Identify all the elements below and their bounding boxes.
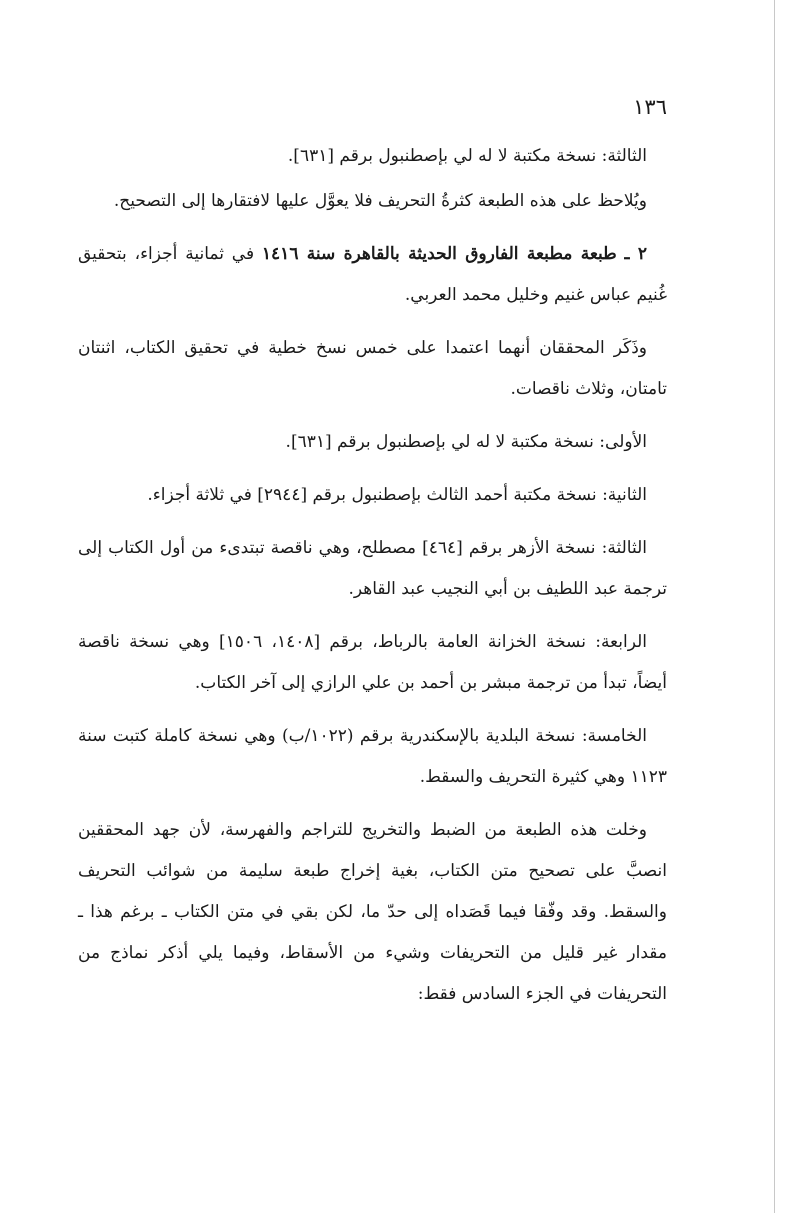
paragraph-second-copy: الثانية: نسخة مكتبة أحمد الثالث بإصطنبول برقم [٢٩٤٤] في ثلاثة أجزاء. bbox=[147, 485, 647, 505]
page-edge-divider bbox=[774, 0, 775, 1213]
page-number: ١٣٦ bbox=[633, 95, 667, 119]
paragraph-third-copy-1: الثالثة: نسخة مكتبة لا له لي بإصطنبول برقم [٦٣١]. bbox=[287, 146, 647, 166]
paragraph-edition-note: ويُلاحظ على هذه الطبعة كثرةُ التحريف فلا يعوَّل عليها لافتقارها إلى التصحيح. bbox=[113, 191, 647, 211]
edition-details: في ثمانية أجزاء، بتحقيق غُنيم عباس غنيم وخليل محمد العربي. bbox=[78, 244, 667, 305]
paragraph-fifth-copy: الخامسة: نسخة البلدية بالإسكندرية برقم (١٠٢٢/ب) وهي نسخة كاملة كتبت سنة ١١٢٣ وهي كثيرة التحريف والسقط. bbox=[78, 726, 667, 787]
page-body bbox=[78, 136, 667, 1015]
edition-number: ٢ ـ bbox=[624, 244, 648, 264]
paragraph-first-copy: الأولى: نسخة مكتبة لا له لي بإصطنبول برقم [٦٣١]. bbox=[285, 432, 647, 452]
paragraph-edition-assessment: وخلت هذه الطبعة من الضبط والتخريج للتراجم والفهرسة، لأن جهد المحققين انصبَّ على تصحيح متن الكتاب، بغية إخراج طبعة سليمة من شوائب التحريف والسقط. وقد وفّقا فيما قَصَداه إلى حدّ ما، لكن بقي في متن الكتاب ـ برغم هذا ـ مقدار غير قليل من التحريفات وشيء من الأسقاط، وفيما يلي أذكر نماذج من التحريفات في الجزء السادس فقط: bbox=[78, 820, 667, 1004]
paragraph-edition-2-heading bbox=[78, 234, 667, 316]
paragraph-fourth-copy: الرابعة: نسخة الخزانة العامة بالرباط، برقم [١٤٠٨، ١٥٠٦] وهي نسخة ناقصة أيضاً، تبدأ من ترجمة مبشر بن أحمد بن علي الرازي إلى آخر الكتاب. bbox=[78, 632, 667, 693]
paragraph-third-copy-2: الثالثة: نسخة الأزهر برقم [٤٦٤] مصطلح، وهي ناقصة تبتدىء من أول الكتاب إلى ترجمة عبد اللطيف بن أبي النجيب عبد القاهر. bbox=[78, 538, 667, 599]
paragraph-editors-sources: وذَكَر المحققان أنهما اعتمدا على خمس نسخ خطية في تحقيق الكتاب، اثنتان تامتان، وثلاث ناقصات. bbox=[78, 338, 667, 399]
edition-title: طبعة مطبعة الفاروق الحديثة بالقاهرة سنة ١٤١٦ bbox=[261, 244, 617, 264]
